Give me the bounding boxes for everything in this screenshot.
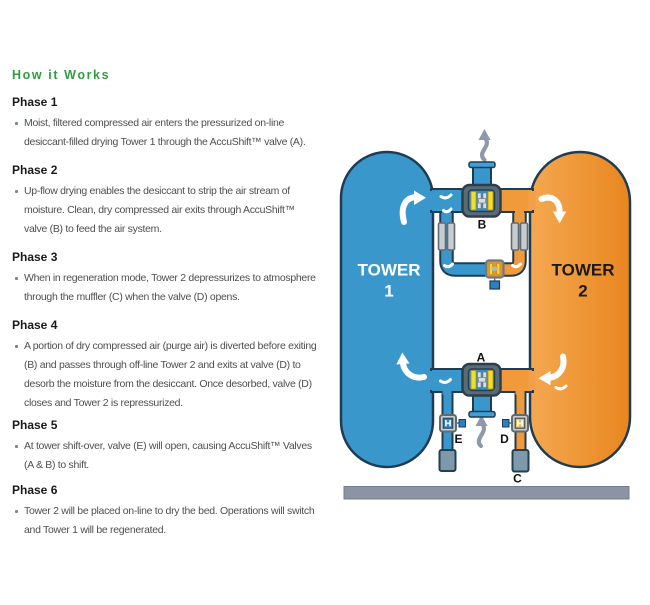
bullet-text: A portion of dry compressed air (purge air) is diverted before exiting (B) and passes through off-line Tower 2 and exits at valve (D) to desorb the moisture from the desiccant. Once desorbed, valve (D) closes and Tower 2 is repressurized. (24, 340, 317, 409)
accushift-valve-b (463, 185, 501, 217)
phase-title: Phase 2 (12, 163, 58, 177)
bullet-text: Up-flow drying enables the desiccant to strip the air stream of moisture. Clean, dry compressed air exits through AccuShift™ valve (B) to feed the air system. (24, 185, 295, 235)
valve-d-label: D (500, 432, 509, 446)
phase-title: Phase 5 (12, 418, 58, 432)
valve-e-label: E (454, 432, 463, 446)
tower2-number: 2 (578, 281, 588, 301)
muffler-c-label: C (513, 471, 522, 486)
purge-valve (486, 261, 504, 290)
valve-d (503, 415, 529, 432)
valve-e-solenoid (459, 420, 466, 428)
muffler-right (513, 450, 529, 472)
phase-title: Phase 1 (12, 95, 58, 109)
phase-title: Phase 4 (12, 318, 58, 332)
valve-a-label: A (476, 350, 486, 365)
bullet-text: When in regeneration mode, Tower 2 depressurizes to atmosphere through the muffler (C) when the valve (D) opens. (24, 272, 316, 303)
phase-title: Phase 3 (12, 250, 58, 264)
purge-valve-solenoid (490, 281, 500, 289)
air-outlet (469, 162, 495, 187)
valve-b-label: B (477, 217, 487, 232)
bullet-text: Tower 2 will be placed on-line to dry the bed. Operations will switch and Tower 1 will be regenerated. (24, 505, 315, 536)
tower2-label: TOWER (551, 260, 615, 280)
valve-d-solenoid (503, 420, 510, 428)
inlet-air-arrow-icon (476, 415, 488, 446)
tower1-label: TOWER (357, 260, 421, 280)
bullet-text: Moist, filtered compressed air enters the pressurized on-line desiccant-filled drying Tower 1 through the AccuShift™ valve (A). (24, 117, 306, 148)
muffler-left (440, 450, 456, 471)
valve-e (440, 415, 466, 432)
phase-title: Phase 6 (12, 483, 58, 497)
accushift-valve-a (463, 364, 501, 396)
base-floor-bar (344, 487, 629, 500)
page-title: How it Works (12, 68, 111, 82)
exhaust-steam-arrow-icon (479, 129, 491, 160)
bullet-text: At tower shift-over, valve (E) will open, causing AccuShift™ Valves (A & B) to shift. (24, 440, 312, 471)
tower1-number: 1 (384, 281, 394, 301)
air-inlet (469, 395, 495, 417)
